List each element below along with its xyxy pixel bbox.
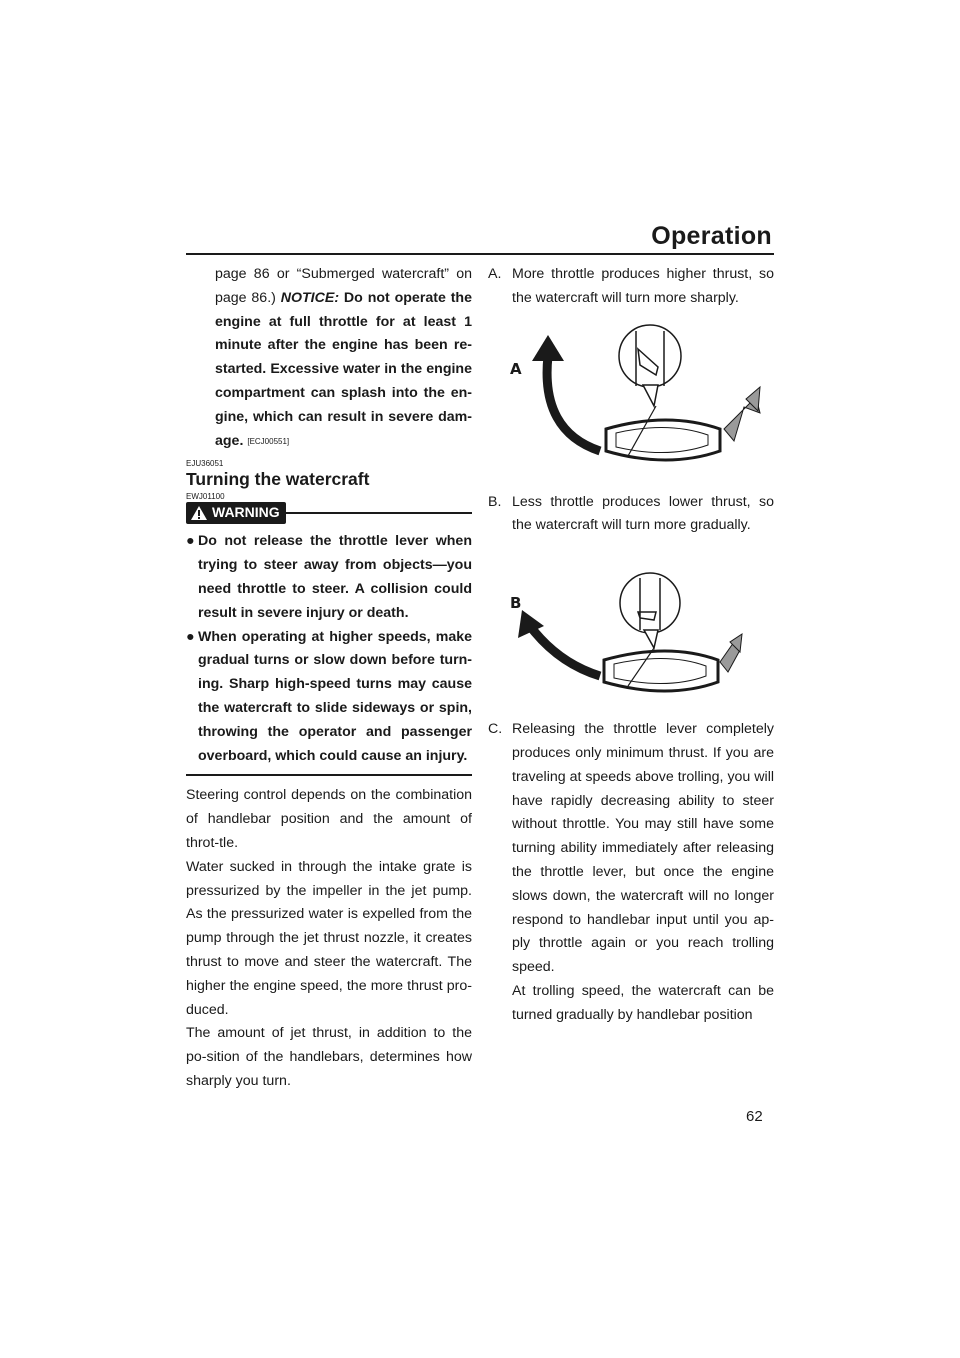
figure-letter: B [510, 594, 522, 613]
list-item [488, 491, 774, 539]
warning-item [186, 626, 472, 769]
page-number: 62 [746, 1108, 763, 1125]
figure-gradual-turn [488, 538, 774, 718]
section-title: Turning the watercraft [186, 469, 370, 490]
bullet-icon: ● [186, 533, 195, 550]
item-text-extra: At trolling speed, the watercraft can be turned gradually by handlebar position [512, 982, 774, 1023]
item-text: More throttle produces higher thrust, so the watercraft will turn more sharply. [512, 266, 774, 306]
notice-text: Do not operate the engine at full throttle for at least 1 minute after the engine has been re-started. Excessive water in the engine compartment can splash into the en-gine, which can result in severe dam-age. [215, 289, 472, 449]
page-title: Operation [651, 222, 772, 250]
bullet-icon: ● [186, 628, 195, 645]
item-text-main: Releasing the throttle lever completely produces only minimum thrust. If you are traveling at speeds above trolling, you will have rapidly decreasing ability to steer without throttle. You may still have some turning ability immediately after releasing the throttle lever, but once the engine slows down, the watercraft will no longer respond to handlebar input until you ap-ply throttle again or you reach trolling speed. [512, 721, 774, 976]
header-rule [186, 253, 774, 255]
warning-label: WARNING [212, 504, 280, 521]
intro-line-2: page 86.) [215, 289, 276, 306]
warning-item [186, 530, 472, 625]
warning-triangle-icon [190, 505, 208, 521]
warning-item-text: Do not release the throttle lever when trying to steer away from objects—you need throttle to steer. A collision could result in severe injury or death. [198, 533, 472, 621]
body-paragraph: Water sucked in through the intake grate is pressurized by the impeller in the jet pump. As the pressurized water is expelled from the pump through the jet thrust nozzle, it creates thrust to move and steer the watercraft. The higher the engine speed, the more thrust pro-duced. [186, 858, 472, 1018]
warning-rule [286, 512, 472, 514]
figure-a-illustration [488, 311, 774, 491]
warning-badge [186, 502, 286, 524]
figure-b-illustration [488, 538, 774, 718]
item-text [512, 718, 774, 1027]
item-label: A. [488, 266, 502, 282]
right-column [488, 263, 774, 1028]
warning-code: EWJ01100 [186, 492, 225, 502]
body-paragraph: The amount of jet thrust, in addition to the po-sition of the handlebars, determines how sharply you turn. [186, 1025, 472, 1089]
list-item [488, 263, 774, 311]
warning-header [186, 502, 472, 524]
intro-line-1: page 86 or “Submerged watercraft” on [215, 266, 472, 282]
warning-end-rule [186, 774, 472, 776]
figure-letter: A [510, 359, 522, 378]
item-text: Less throttle produces lower thrust, so the watercraft will turn more gradually. [512, 493, 774, 534]
section-code: EJU36051 [186, 459, 224, 469]
figure-sharp-turn [488, 311, 774, 491]
notice-label: NOTICE: [280, 289, 340, 306]
body-paragraph: Steering control depends on the combination of handlebar position and the amount of throt-tle. [186, 787, 472, 851]
warning-item-text: When operating at higher speeds, make gradual turns or slow down before turn-ing. Sharp high-speed turns may cause the watercraft to slide sideways or spin, throwing the operator and passenger overboard, which could cause an injury. [198, 628, 472, 764]
item-label: C. [488, 721, 503, 738]
list-item [488, 718, 774, 1027]
left-column [186, 263, 472, 1094]
item-label: B. [488, 493, 502, 510]
notice-code: [ECJ00551] [247, 436, 290, 446]
notice-paragraph [186, 263, 472, 453]
